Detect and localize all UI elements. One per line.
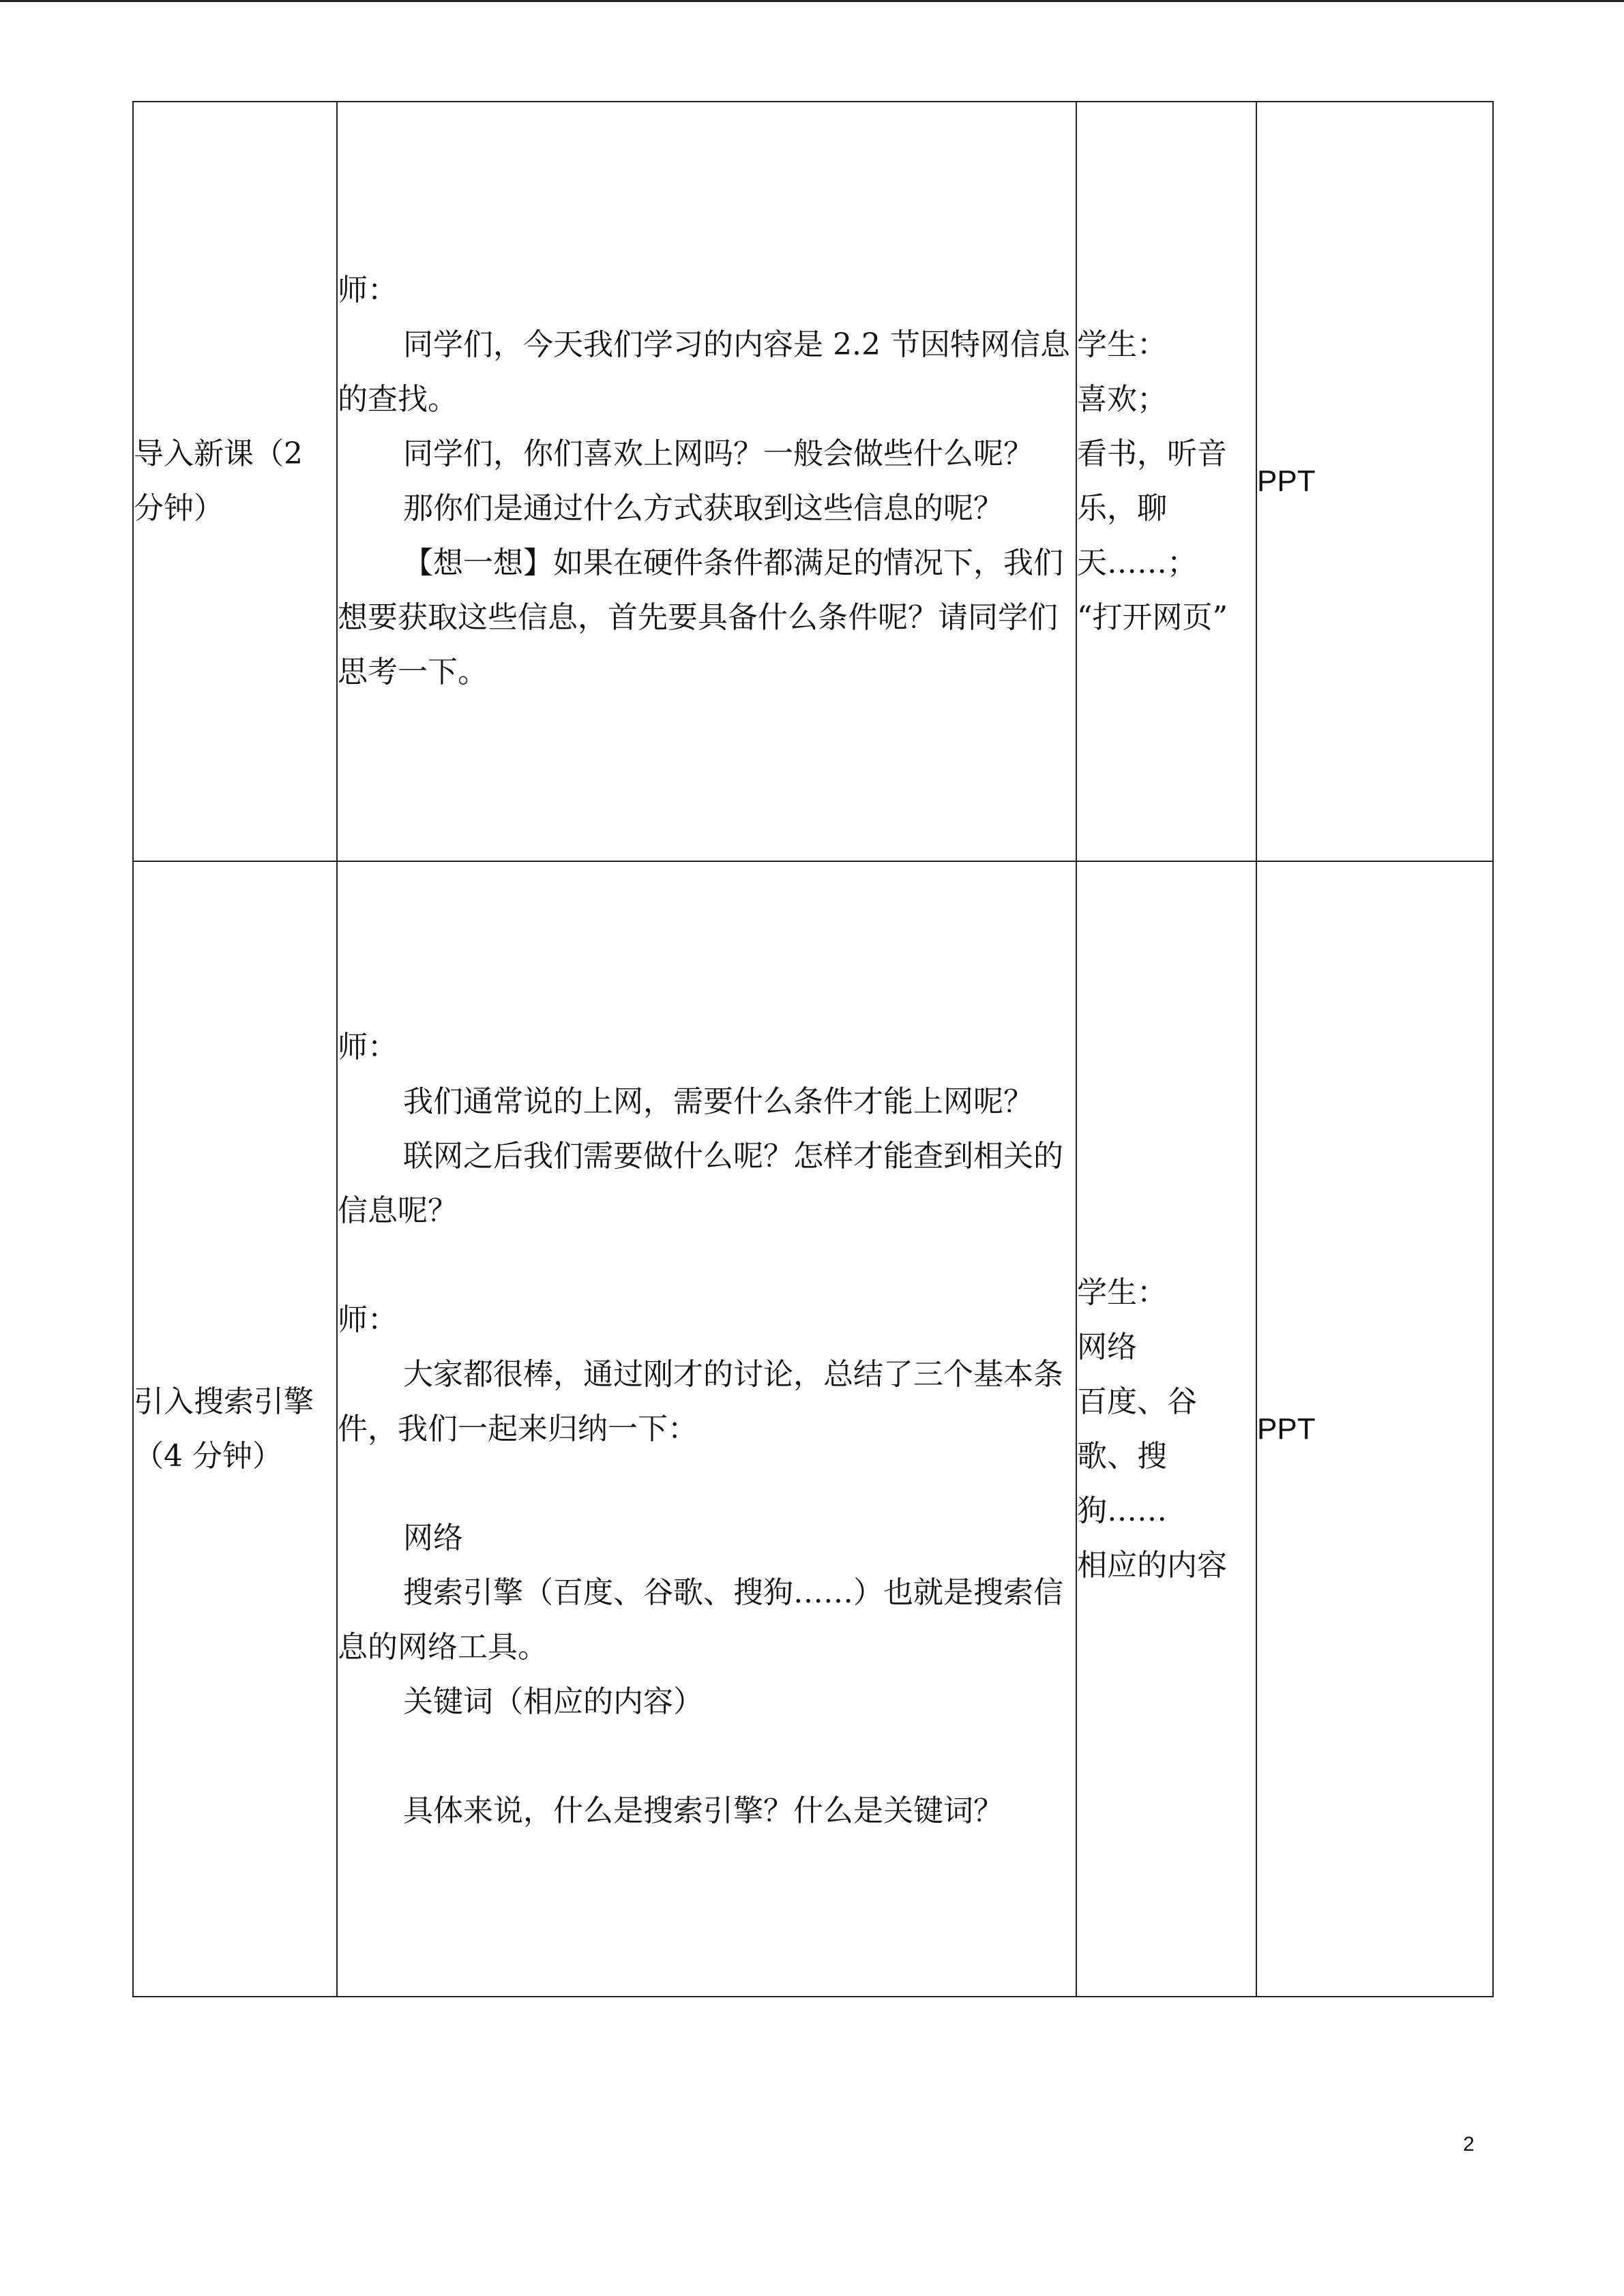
student-line: 学生：	[1077, 1274, 1167, 1310]
student-activity-cell	[1076, 102, 1256, 861]
teacher-line: 大家都很棒，通过刚才的讨论，总结了三个基本条件，我们一起来归纳一下：	[338, 1356, 1063, 1446]
blank-line	[338, 1457, 1076, 1511]
student-line: 学生：	[1077, 327, 1167, 362]
student-line: 网络	[1077, 1329, 1137, 1365]
table-row	[133, 861, 1493, 1997]
page-top-rule	[0, 0, 1624, 2]
student-line: 相应的内容	[1077, 1547, 1227, 1583]
teacher-line: 具体来说，什么是搜索引擎？什么是关键词？	[403, 1793, 1003, 1828]
blank-line	[338, 1238, 1076, 1293]
teacher-line: 师：	[338, 273, 398, 308]
teacher-activity-cell	[337, 861, 1076, 1997]
teacher-line: 师：	[338, 1029, 398, 1064]
teacher-line: 搜索引擎（百度、谷歌、搜狗……）也就是搜索信息的网络工具。	[338, 1575, 1063, 1665]
teacher-line: 联网之后我们需要做什么呢？怎样才能查到相关的信息呢？	[338, 1138, 1063, 1228]
teacher-line: 同学们，你们喜欢上网吗？一般会做些什么呢？	[403, 436, 1033, 471]
teacher-line: 我们通常说的上网，需要什么条件才能上网呢？	[403, 1084, 1033, 1119]
teacher-line: 网络	[403, 1520, 463, 1555]
student-line: 喜欢；	[1077, 382, 1167, 417]
student-line: 百度、谷歌、搜狗……	[1077, 1384, 1197, 1528]
teacher-line: 师：	[338, 1302, 398, 1337]
teacher-line: 那你们是通过什么方式获取到这些信息的呢？	[403, 491, 1003, 526]
page-number: 2	[1463, 2133, 1475, 2156]
teacher-line: 【想一想】如果在硬件条件都满足的情况下，我们想要获取这些信息，首先要具备什么条件呢？请同学们思考一下。	[338, 546, 1063, 689]
teacher-activity-cell	[337, 102, 1076, 861]
student-line: 看书，听音乐，聊天……；	[1077, 436, 1227, 580]
stage-cell: 引入搜索引擎（4 分钟）	[133, 861, 337, 1997]
media-cell: PPT	[1256, 861, 1493, 1997]
stage-cell: 导入新课（2 分钟）	[133, 102, 337, 861]
student-activity-cell	[1076, 861, 1256, 1997]
teacher-line: 关键词（相应的内容）	[403, 1684, 703, 1719]
teacher-line: 同学们，今天我们学习的内容是 2.2 节因特网信息的查找。	[338, 327, 1070, 417]
lesson-plan-table	[132, 101, 1494, 1997]
student-line: “打开网页”	[1077, 600, 1228, 635]
media-cell: PPT	[1256, 102, 1493, 861]
blank-line	[338, 1729, 1076, 1784]
table-row	[133, 102, 1493, 861]
